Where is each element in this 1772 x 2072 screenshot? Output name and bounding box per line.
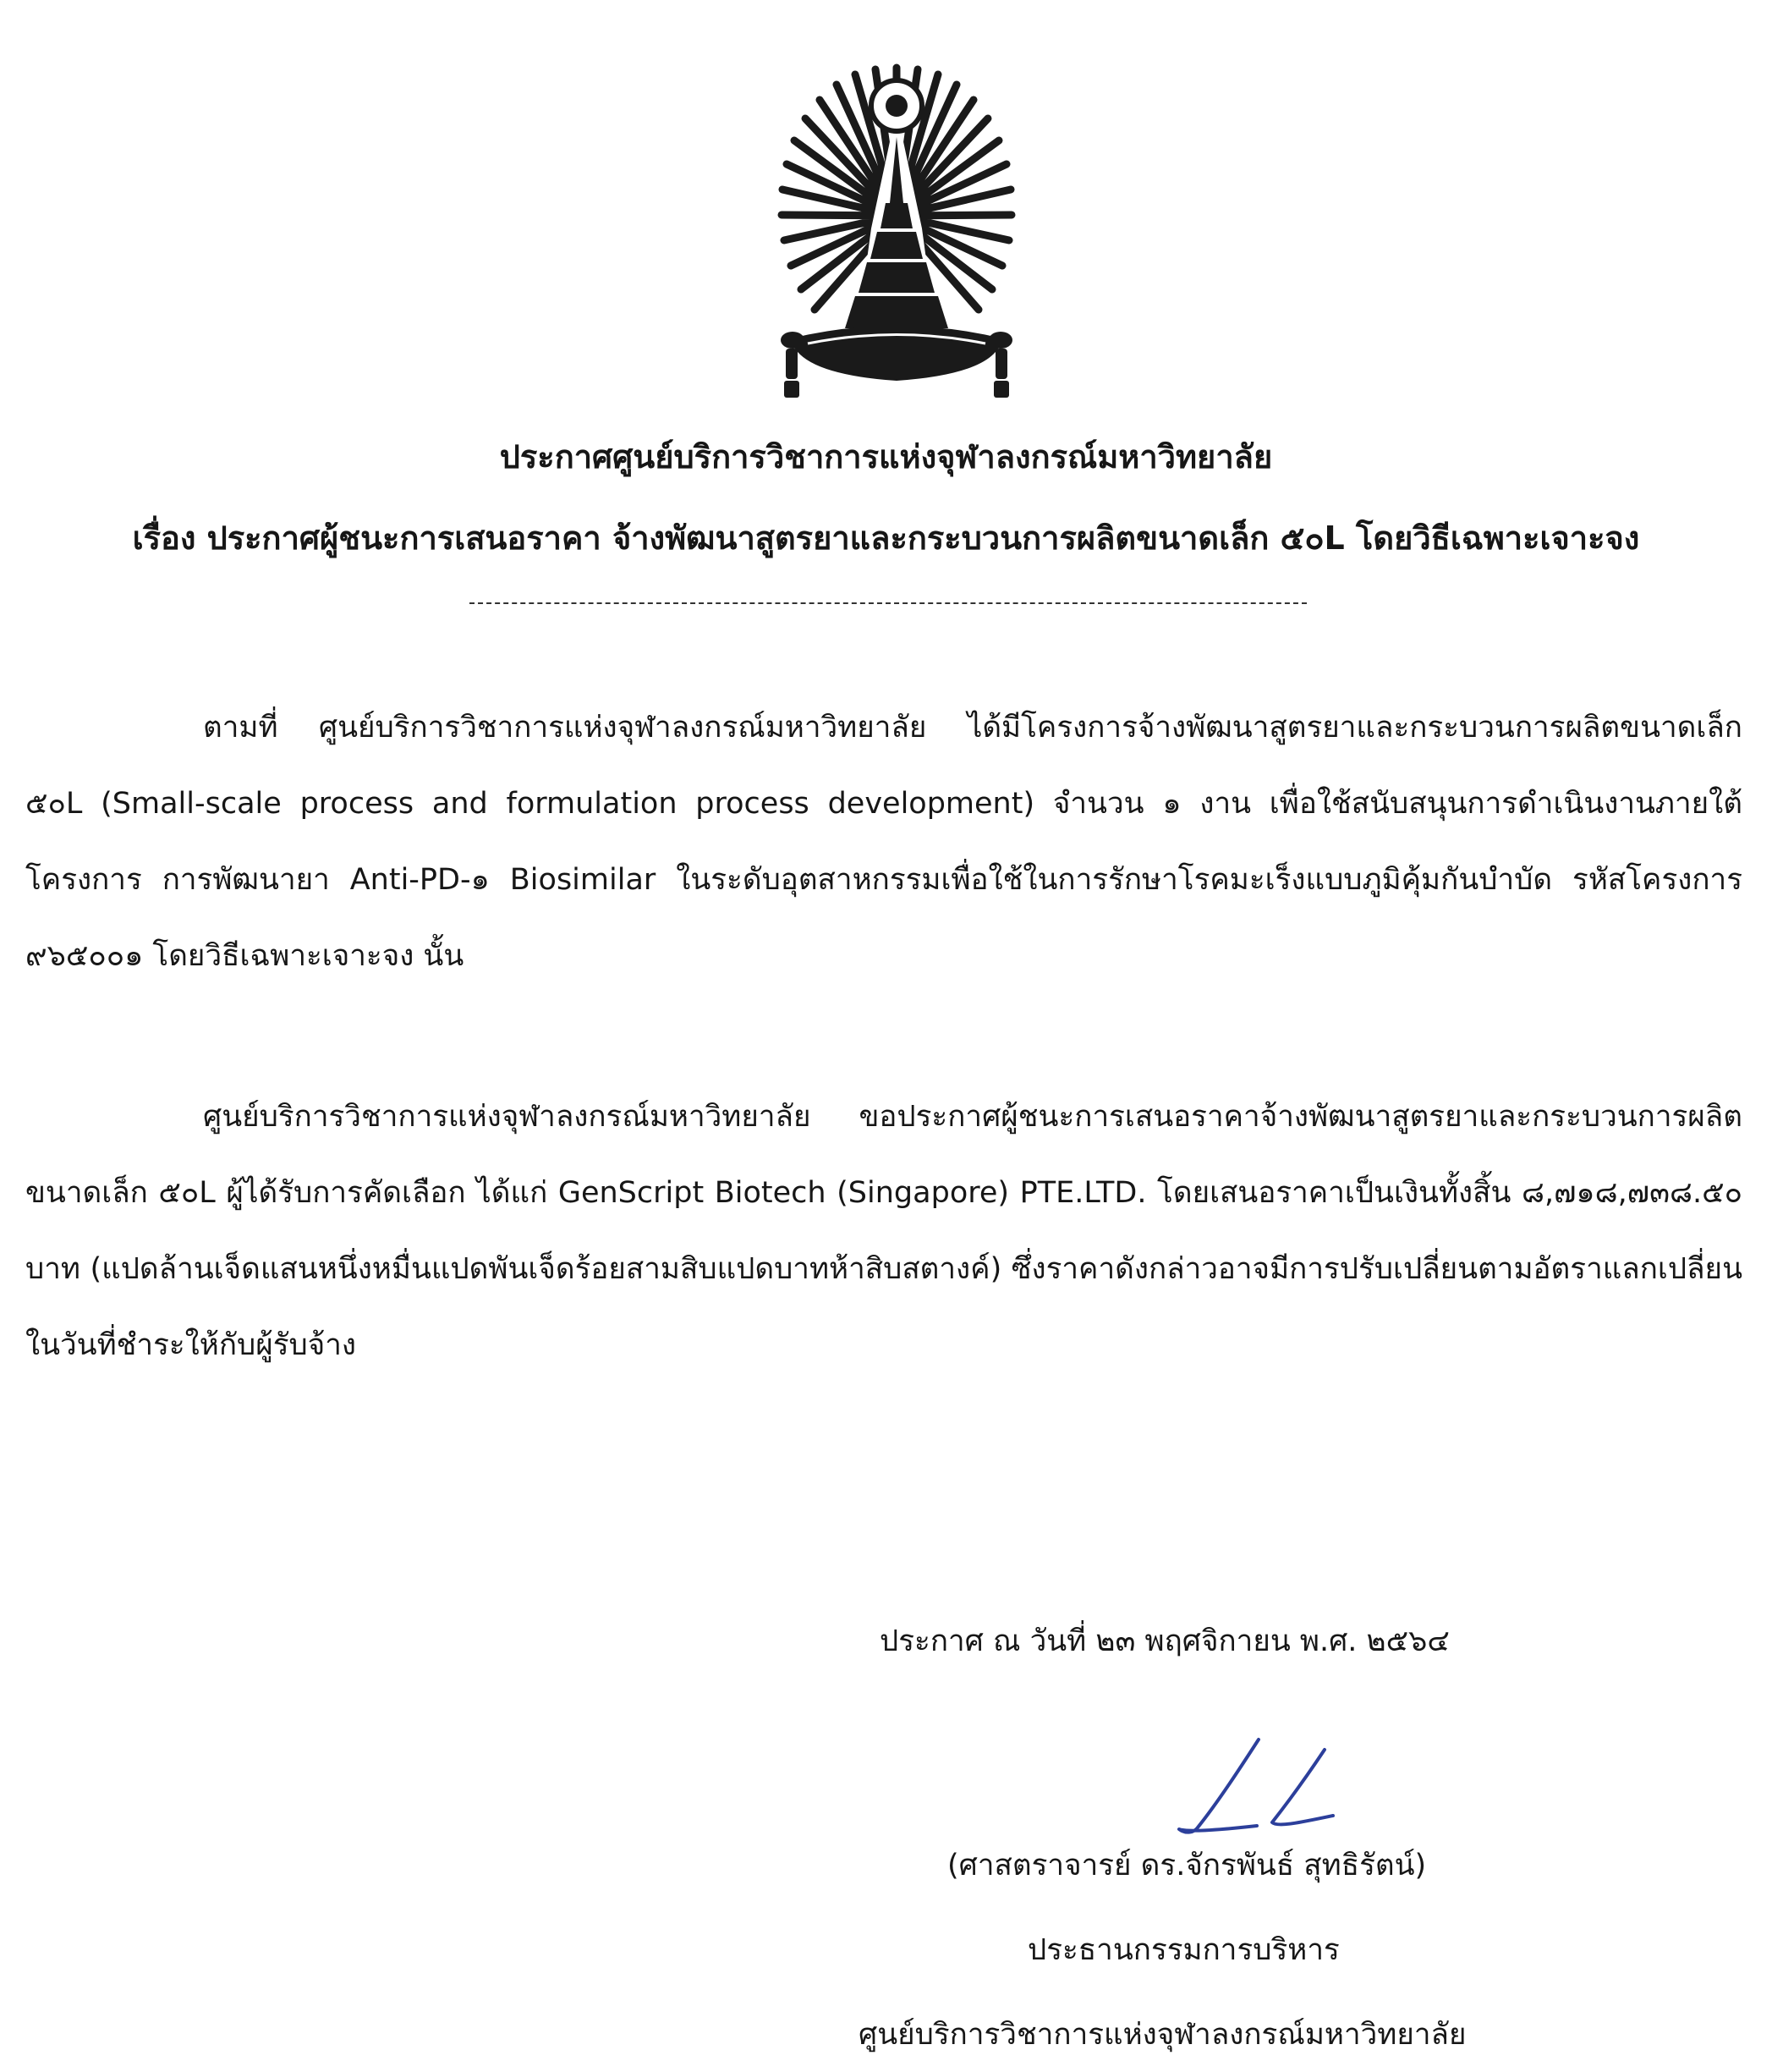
announcement-subject: เรื่อง ประกาศผู้ชนะการเสนอราคา จ้างพัฒนาสูตรยาและกระบวนการผลิตขนาดเล็ก ๕๐L โดยวิธีเฉพาะเจาะจง	[132, 519, 1640, 557]
title-divider	[469, 602, 1307, 604]
signer-name: (ศาสตราจารย์ ดร.จักรพันธ์ สุทธิรัตน์)	[947, 1849, 1427, 1882]
body-paragraph-1: ตามที่ ศูนย์บริการวิชาการแห่งจุฬาลงกรณ์มหาวิทยาลัย ได้มีโครงการจ้างพัฒนาสูตรยาและกระบวนการผลิตขนาดเล็ก ๕๐L (Small-scale process and formulation process development) จำนวน ๑ งาน เพื่อใช้สนับสนุนการดำเนินงานภายใต้โครงการ การพัฒนายา Anti-PD-๑ Biosimilar ในระดับอุตสาหกรรมเพื่อใช้ในการรักษาโรคมะเร็งแบบภูมิคุ้มกันบำบัด รหัสโครงการ ๙๖๕๐๐๑ โดยวิธีเฉพาะเจาะจง นั้น	[25, 711, 1742, 973]
announcement-date: ประกาศ ณ วันที่ ๒๓ พฤศจิกายน พ.ศ. ๒๕๖๔	[880, 1624, 1450, 1658]
body-paragraph-2: ศูนย์บริการวิชาการแห่งจุฬาลงกรณ์มหาวิทยาลัย ขอประกาศผู้ชนะการเสนอราคาจ้างพัฒนาสูตรยาและกระบวนการผลิตขนาดเล็ก ๕๐L ผู้ได้รับการคัดเลือก ได้แก่ GenScript Biotech (Singapore) PTE.LTD. โดยเสนอราคาเป็นเงินทั้งสิ้น ๘,๗๑๘,๗๓๘.๕๐ บาท (แปดล้านเจ็ดแสนหนึ่งหมื่นแปดพันเจ็ดร้อยสามสิบแปดบาทห้าสิบสตางค์) ซึ่งราคาดังกล่าวอาจมีการปรับเปลี่ยนตามอัตราแลกเปลี่ยนในวันที่ชำระให้กับผู้รับจ้าง	[25, 1100, 1742, 1362]
signer-organization: ศูนย์บริการวิชาการแห่งจุฬาลงกรณ์มหาวิทยาลัย	[859, 2018, 1467, 2052]
announcement-title: ประกาศศูนย์บริการวิชาการแห่งจุฬาลงกรณ์มหาวิทยาลัย	[499, 438, 1273, 475]
signature-icon	[1159, 1734, 1362, 1844]
signer-position: ประธานกรรมการบริหาร	[1028, 1933, 1340, 1967]
university-emblem-icon	[774, 59, 1019, 406]
